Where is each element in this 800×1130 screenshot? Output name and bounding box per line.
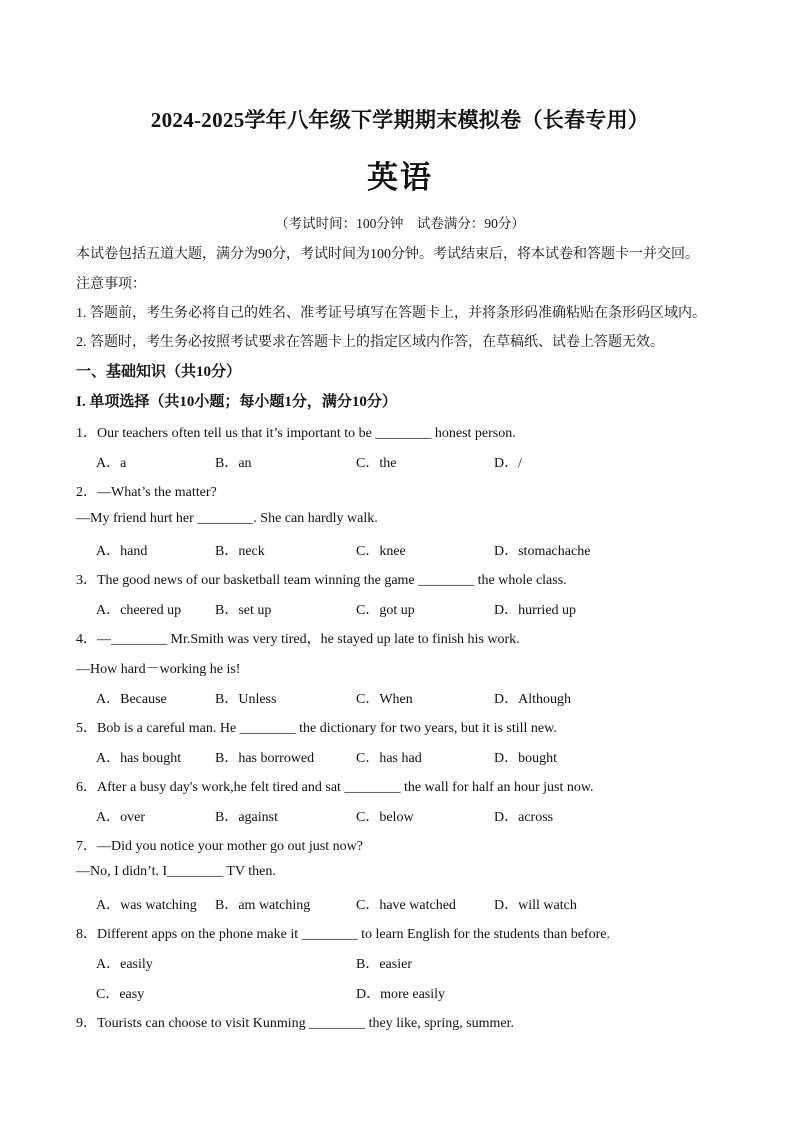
- question-5-option-b: B．has borrowed: [215, 751, 315, 766]
- question-1-option-d: D．/: [494, 456, 522, 471]
- exam-info: （考试时间：100分钟 试卷满分：90分）: [275, 216, 525, 231]
- question-2-option-b: B．neck: [215, 544, 265, 559]
- note-2: 2. 答题时，考生务必按照考试要求在答题卡上的指定区域内作答，在草稿纸、试卷上答题无效。: [76, 335, 664, 350]
- question-1-option-c: C．the: [356, 456, 397, 471]
- question-3-option-a: A．cheered up: [96, 603, 182, 618]
- subject-title: 英语: [367, 160, 433, 195]
- question-2-option-a: A．hand: [96, 544, 148, 559]
- exam-title: 2024-2025学年八年级下学期期末模拟卷（长春专用）: [150, 108, 650, 132]
- question-5-stem: 5．Bob is a careful man. He ________ the dictionary for two years, but it is still new.: [76, 721, 557, 736]
- question-3-stem: 3．The good news of our basketball team winning the game ________ the whole class.: [76, 573, 567, 588]
- question-4-stem: 4．—________ Mr.Smith was very tired，he stayed up late to finish his work.: [76, 632, 520, 647]
- question-7-option-c: C．have watched: [356, 898, 456, 913]
- question-7-option-b: B．am watching: [215, 898, 311, 913]
- notes-heading: 注意事项：: [76, 277, 146, 292]
- note-1: 1. 答题前，考生务必将自己的姓名、准考证号填写在答题卡上，并将条形码准确粘贴在条形码区域内。: [76, 306, 706, 321]
- question-2-stem-reply: —My friend hurt her ________. She can hardly walk.: [76, 511, 378, 526]
- question-3-option-b: B．set up: [215, 603, 272, 618]
- question-8-option-b: B．easier: [356, 957, 412, 972]
- question-2-option-d: D．stomachache: [494, 544, 591, 559]
- question-4-stem-reply: —How hard－working he is!: [76, 662, 241, 677]
- question-4-option-b: B．Unless: [215, 692, 277, 707]
- question-6-stem: 6．After a busy day's work,he felt tired and sat ________ the wall for half an hour just now.: [76, 780, 594, 795]
- question-6-option-a: A．over: [96, 810, 145, 825]
- question-1-option-b: B．an: [215, 456, 252, 471]
- question-4-option-d: D．Although: [494, 692, 571, 707]
- question-8-option-d: D．more easily: [356, 987, 446, 1002]
- question-8-stem: 8．Different apps on the phone make it ________ to learn English for the students than before.: [76, 927, 610, 942]
- question-3-option-d: D．hurried up: [494, 603, 577, 618]
- question-2-stem: 2．—What’s the matter?: [76, 485, 217, 500]
- question-8-option-a: A．easily: [96, 957, 153, 972]
- question-1-stem: 1．Our teachers often tell us that it’s important to be ________ honest person.: [76, 426, 516, 441]
- question-5-option-d: D．bought: [494, 751, 557, 766]
- question-3-option-c: C．got up: [356, 603, 415, 618]
- question-7-option-d: D．will watch: [494, 898, 577, 913]
- question-8-option-c: C．easy: [96, 987, 145, 1002]
- question-4-option-c: C．When: [356, 692, 413, 707]
- question-7-stem: 7．—Did you notice your mother go out just now?: [76, 839, 363, 854]
- question-1-option-a: A．a: [96, 456, 127, 471]
- section-heading: 一、基础知识（共10分）: [76, 364, 242, 380]
- question-7-option-a: A．was watching: [96, 898, 197, 913]
- question-2-option-c: C．knee: [356, 544, 406, 559]
- question-6-option-b: B．against: [215, 810, 278, 825]
- question-6-option-c: C．below: [356, 810, 414, 825]
- question-5-option-c: C．has had: [356, 751, 422, 766]
- question-4-option-a: A．Because: [96, 692, 167, 707]
- intro-text: 本试卷包括五道大题，满分为90分，考试时间为100分钟。考试结束后，将本试卷和答题卡一并交回。: [76, 247, 699, 262]
- subsection-heading: I. 单项选择（共10小题；每小题1分，满分10分）: [76, 394, 397, 410]
- question-7-stem-reply: —No, I didn’t. I________ TV then.: [76, 864, 276, 879]
- question-9-stem: 9．Tourists can choose to visit Kunming ________ they like, spring, summer.: [76, 1016, 515, 1031]
- question-6-option-d: D．across: [494, 810, 554, 825]
- question-5-option-a: A．has bought: [96, 751, 182, 766]
